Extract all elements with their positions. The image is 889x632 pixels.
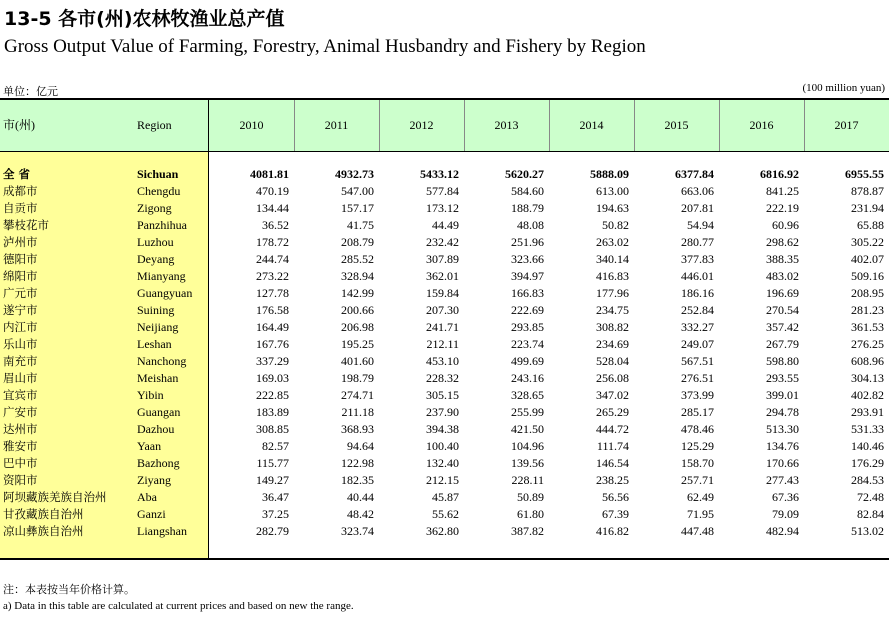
region-name-cn: 攀枝花市: [3, 218, 49, 232]
region-name-cn: 遂宁市: [3, 303, 38, 317]
value-cell: 48.42: [347, 507, 374, 521]
value-cell: 40.44: [347, 490, 374, 504]
table-row: [0, 370, 889, 387]
header-column-separator: [549, 100, 550, 151]
region-name-cn: 乐山市: [3, 337, 38, 351]
value-cell: 377.83: [681, 252, 714, 266]
value-cell: 241.71: [426, 320, 459, 334]
value-cell: 323.74: [341, 524, 374, 538]
value-cell: 285.17: [681, 405, 714, 419]
value-cell: 547.00: [341, 184, 374, 198]
value-cell: 231.94: [851, 201, 884, 215]
value-cell: 211.18: [341, 405, 374, 419]
table-row: [0, 319, 889, 336]
header-year: 2016: [749, 118, 774, 132]
value-cell: 284.53: [851, 473, 884, 487]
note-english: a) Data in this table are calculated at current prices and based on new the range.: [3, 600, 354, 612]
header-column-separator: [294, 100, 295, 151]
value-cell: 173.12: [426, 201, 459, 215]
region-name-en: Yaan: [137, 439, 162, 453]
header-year: 2015: [664, 118, 689, 132]
header-year: 2013: [494, 118, 519, 132]
value-cell: 276.51: [681, 371, 714, 385]
value-cell: 598.80: [766, 354, 799, 368]
header-year: 2014: [579, 118, 604, 132]
value-cell: 228.11: [511, 473, 544, 487]
value-cell: 82.57: [262, 439, 289, 453]
region-name-cn: 成都市: [3, 184, 38, 198]
header-city-cn: 市(州): [3, 118, 35, 132]
value-cell: 146.54: [596, 456, 629, 470]
value-cell: 255.99: [511, 405, 544, 419]
value-cell: 55.62: [432, 507, 459, 521]
value-cell: 223.74: [511, 337, 544, 351]
value-cell: 584.60: [511, 184, 544, 198]
value-cell: 182.35: [341, 473, 374, 487]
region-name-en: Suining: [137, 303, 175, 317]
region-name-en: Meishan: [137, 371, 179, 385]
value-cell: 195.25: [341, 337, 374, 351]
unit-label-chinese: 单位：亿元: [3, 85, 58, 98]
value-cell: 134.44: [256, 201, 289, 215]
header-column-separator: [379, 100, 380, 151]
value-cell: 234.69: [596, 337, 629, 351]
value-cell: 280.77: [681, 235, 714, 249]
value-cell: 62.49: [687, 490, 714, 504]
region-name-en: Ziyang: [137, 473, 171, 487]
region-name-cn: 绵阳市: [3, 269, 38, 283]
value-cell: 251.96: [511, 235, 544, 249]
region-name-en: Aba: [137, 490, 157, 504]
note-chinese: 注：本表按当年价格计算。: [3, 583, 135, 596]
region-name-cn: 内江市: [3, 320, 38, 334]
value-cell: 470.19: [256, 184, 289, 198]
region-name-en: Dazhou: [137, 422, 175, 436]
region-name-en: Sichuan: [137, 167, 179, 181]
region-name-en: Luzhou: [137, 235, 174, 249]
value-cell: 482.94: [766, 524, 799, 538]
table-row: [0, 387, 889, 404]
table-title-english: Gross Output Value of Farming, Forestry, Animal Husbandry and Fishery by Region: [4, 36, 646, 57]
value-cell: 416.82: [596, 524, 629, 538]
value-cell: 54.94: [687, 218, 714, 232]
value-cell: 282.79: [256, 524, 289, 538]
header-column-separator: [634, 100, 635, 151]
value-cell: 878.87: [851, 184, 884, 198]
value-cell: 388.35: [766, 252, 799, 266]
table-row: [0, 217, 889, 234]
value-cell: 447.48: [681, 524, 714, 538]
value-cell: 159.84: [426, 286, 459, 300]
value-cell: 293.55: [766, 371, 799, 385]
value-cell: 169.03: [256, 371, 289, 385]
value-cell: 222.85: [256, 388, 289, 402]
table-row: [0, 506, 889, 523]
value-cell: 6816.92: [760, 167, 799, 181]
value-cell: 361.53: [851, 320, 884, 334]
region-name-en: Liangshan: [137, 524, 187, 538]
region-name-en: Neijiang: [137, 320, 179, 334]
value-cell: 244.74: [256, 252, 289, 266]
value-cell: 67.39: [602, 507, 629, 521]
value-cell: 257.71: [681, 473, 714, 487]
value-cell: 328.65: [511, 388, 544, 402]
region-name-en: Bazhong: [137, 456, 180, 470]
value-cell: 304.13: [851, 371, 884, 385]
value-cell: 158.70: [681, 456, 714, 470]
region-name-cn: 凉山彝族自治州: [3, 524, 84, 538]
value-cell: 5433.12: [420, 167, 459, 181]
value-cell: 115.77: [256, 456, 289, 470]
value-cell: 48.08: [517, 218, 544, 232]
value-cell: 177.96: [596, 286, 629, 300]
table-bottom-rule: [0, 558, 889, 560]
value-cell: 176.58: [256, 303, 289, 317]
table-row: [0, 421, 889, 438]
value-cell: 164.49: [256, 320, 289, 334]
table-row: [0, 455, 889, 472]
value-cell: 6955.55: [845, 167, 884, 181]
value-cell: 509.16: [851, 269, 884, 283]
value-cell: 125.29: [681, 439, 714, 453]
region-name-en: Zigong: [137, 201, 172, 215]
table-row: [0, 353, 889, 370]
value-cell: 528.04: [596, 354, 629, 368]
value-cell: 166.83: [511, 286, 544, 300]
value-cell: 79.09: [772, 507, 799, 521]
value-cell: 65.88: [857, 218, 884, 232]
value-cell: 446.01: [681, 269, 714, 283]
header-year: 2012: [409, 118, 434, 132]
value-cell: 307.89: [426, 252, 459, 266]
table-row: [0, 251, 889, 268]
value-cell: 293.91: [851, 405, 884, 419]
value-cell: 270.54: [766, 303, 799, 317]
region-name-en: Nanchong: [137, 354, 187, 368]
value-cell: 194.63: [596, 201, 629, 215]
value-cell: 394.38: [426, 422, 459, 436]
value-cell: 265.29: [596, 405, 629, 419]
value-cell: 61.80: [517, 507, 544, 521]
value-cell: 373.99: [681, 388, 714, 402]
value-cell: 222.19: [766, 201, 799, 215]
value-cell: 237.90: [426, 405, 459, 419]
value-cell: 5888.09: [590, 167, 629, 181]
value-cell: 198.79: [341, 371, 374, 385]
value-cell: 276.25: [851, 337, 884, 351]
value-cell: 122.98: [341, 456, 374, 470]
value-cell: 134.76: [766, 439, 799, 453]
value-cell: 453.10: [426, 354, 459, 368]
value-cell: 308.82: [596, 320, 629, 334]
table-body: [0, 166, 889, 540]
value-cell: 347.02: [596, 388, 629, 402]
value-cell: 104.96: [511, 439, 544, 453]
value-cell: 60.96: [772, 218, 799, 232]
value-cell: 387.82: [511, 524, 544, 538]
value-cell: 402.82: [851, 388, 884, 402]
value-cell: 94.64: [347, 439, 374, 453]
table-row: [0, 183, 889, 200]
value-cell: 281.23: [851, 303, 884, 317]
table-row: [0, 489, 889, 506]
region-name-en: Guangyuan: [137, 286, 193, 300]
value-cell: 483.02: [766, 269, 799, 283]
region-name-en: Deyang: [137, 252, 175, 266]
region-name-en: Yibin: [137, 388, 164, 402]
region-name-en: Mianyang: [137, 269, 186, 283]
value-cell: 157.17: [341, 201, 374, 215]
header-year: 2011: [324, 118, 349, 132]
value-cell: 5620.27: [505, 167, 544, 181]
value-cell: 71.95: [687, 507, 714, 521]
value-cell: 183.89: [256, 405, 289, 419]
value-cell: 100.40: [426, 439, 459, 453]
header-year: 2017: [834, 118, 859, 132]
value-cell: 44.49: [432, 218, 459, 232]
value-cell: 323.66: [511, 252, 544, 266]
value-cell: 234.75: [596, 303, 629, 317]
value-cell: 285.52: [341, 252, 374, 266]
region-name-cn: 甘孜藏族自治州: [3, 507, 84, 521]
value-cell: 208.79: [341, 235, 374, 249]
value-cell: 608.96: [851, 354, 884, 368]
value-cell: 613.00: [596, 184, 629, 198]
value-cell: 394.97: [511, 269, 544, 283]
value-cell: 399.01: [766, 388, 799, 402]
value-cell: 368.93: [341, 422, 374, 436]
region-name-cn: 广安市: [3, 405, 38, 419]
value-cell: 567.51: [681, 354, 714, 368]
value-cell: 208.95: [851, 286, 884, 300]
value-cell: 142.99: [341, 286, 374, 300]
value-cell: 513.02: [851, 524, 884, 538]
region-name-cn: 阿坝藏族羌族自治州: [3, 490, 107, 504]
value-cell: 402.07: [851, 252, 884, 266]
value-cell: 421.50: [511, 422, 544, 436]
value-cell: 176.29: [851, 456, 884, 470]
value-cell: 294.78: [766, 405, 799, 419]
region-name-cn: 德阳市: [3, 252, 38, 266]
header-year: 2010: [239, 118, 264, 132]
value-cell: 499.69: [511, 354, 544, 368]
value-cell: 328.94: [341, 269, 374, 283]
value-cell: 362.80: [426, 524, 459, 538]
value-cell: 149.27: [256, 473, 289, 487]
value-cell: 274.71: [341, 388, 374, 402]
region-name-cn: 眉山市: [3, 371, 38, 385]
value-cell: 243.16: [511, 371, 544, 385]
table-row: [0, 234, 889, 251]
value-cell: 50.82: [602, 218, 629, 232]
table-row: [0, 200, 889, 217]
value-cell: 273.22: [256, 269, 289, 283]
region-name-cn: 自贡市: [3, 201, 38, 215]
value-cell: 222.69: [511, 303, 544, 317]
value-cell: 50.89: [517, 490, 544, 504]
header-column-separator: [804, 100, 805, 151]
value-cell: 305.15: [426, 388, 459, 402]
value-cell: 238.25: [596, 473, 629, 487]
value-cell: 256.08: [596, 371, 629, 385]
value-cell: 56.56: [602, 490, 629, 504]
region-name-cn: 全 省: [3, 167, 31, 181]
value-cell: 401.60: [341, 354, 374, 368]
value-cell: 444.72: [596, 422, 629, 436]
table-row: [0, 472, 889, 489]
region-name-cn: 泸州市: [3, 235, 38, 249]
table-header: [0, 100, 889, 151]
value-cell: 357.42: [766, 320, 799, 334]
value-cell: 36.52: [262, 218, 289, 232]
value-cell: 252.84: [681, 303, 714, 317]
table-row: [0, 438, 889, 455]
value-cell: 577.84: [426, 184, 459, 198]
table-row: [0, 285, 889, 302]
table-row: [0, 302, 889, 319]
value-cell: 277.43: [766, 473, 799, 487]
value-cell: 188.79: [511, 201, 544, 215]
value-cell: 308.85: [256, 422, 289, 436]
value-cell: 139.56: [511, 456, 544, 470]
value-cell: 337.29: [256, 354, 289, 368]
table-row: [0, 336, 889, 353]
value-cell: 36.47: [262, 490, 289, 504]
value-cell: 207.81: [681, 201, 714, 215]
region-name-en: Panzhihua: [137, 218, 187, 232]
value-cell: 249.07: [681, 337, 714, 351]
value-cell: 212.11: [426, 337, 459, 351]
value-cell: 478.46: [681, 422, 714, 436]
value-cell: 305.22: [851, 235, 884, 249]
region-name-cn: 巴中市: [3, 456, 38, 470]
value-cell: 663.06: [681, 184, 714, 198]
value-cell: 67.36: [772, 490, 799, 504]
value-cell: 41.75: [347, 218, 374, 232]
region-name-cn: 宜宾市: [3, 388, 38, 402]
value-cell: 178.72: [256, 235, 289, 249]
value-cell: 200.66: [341, 303, 374, 317]
table-row-total: [0, 166, 889, 183]
value-cell: 4081.81: [250, 167, 289, 181]
value-cell: 340.14: [596, 252, 629, 266]
value-cell: 212.15: [426, 473, 459, 487]
value-cell: 4932.73: [335, 167, 374, 181]
region-name-cn: 广元市: [3, 286, 38, 300]
region-name-en: Guangan: [137, 405, 181, 419]
value-cell: 127.78: [256, 286, 289, 300]
value-cell: 140.46: [851, 439, 884, 453]
unit-label-english: (100 million yuan): [802, 82, 885, 94]
table-row: [0, 404, 889, 421]
region-name-en: Ganzi: [137, 507, 166, 521]
value-cell: 841.25: [766, 184, 799, 198]
table-title-chinese: 13-5 各市(州)农林牧渔业总产值: [4, 8, 285, 30]
value-cell: 111.74: [596, 439, 629, 453]
region-name-cn: 达州市: [3, 422, 38, 436]
value-cell: 416.83: [596, 269, 629, 283]
value-cell: 228.32: [426, 371, 459, 385]
value-cell: 298.62: [766, 235, 799, 249]
value-cell: 82.84: [857, 507, 884, 521]
value-cell: 267.79: [766, 337, 799, 351]
value-cell: 132.40: [426, 456, 459, 470]
value-cell: 170.66: [766, 456, 799, 470]
value-cell: 196.69: [766, 286, 799, 300]
value-cell: 293.85: [511, 320, 544, 334]
value-cell: 45.87: [432, 490, 459, 504]
value-cell: 72.48: [857, 490, 884, 504]
value-cell: 332.27: [681, 320, 714, 334]
table-row: [0, 523, 889, 540]
value-cell: 167.76: [256, 337, 289, 351]
region-name-cn: 资阳市: [3, 473, 38, 487]
value-cell: 6377.84: [675, 167, 714, 181]
value-cell: 531.33: [851, 422, 884, 436]
value-cell: 206.98: [341, 320, 374, 334]
value-cell: 232.42: [426, 235, 459, 249]
value-cell: 186.16: [681, 286, 714, 300]
value-cell: 37.25: [262, 507, 289, 521]
region-name-cn: 南充市: [3, 354, 38, 368]
header-column-separator: [719, 100, 720, 151]
header-region-en: Region: [137, 118, 172, 132]
region-name-cn: 雅安市: [3, 439, 38, 453]
value-cell: 362.01: [426, 269, 459, 283]
header-column-separator: [464, 100, 465, 151]
value-cell: 207.30: [426, 303, 459, 317]
table-row: [0, 268, 889, 285]
region-name-en: Chengdu: [137, 184, 181, 198]
value-cell: 263.02: [596, 235, 629, 249]
region-name-en: Leshan: [137, 337, 172, 351]
value-cell: 513.30: [766, 422, 799, 436]
